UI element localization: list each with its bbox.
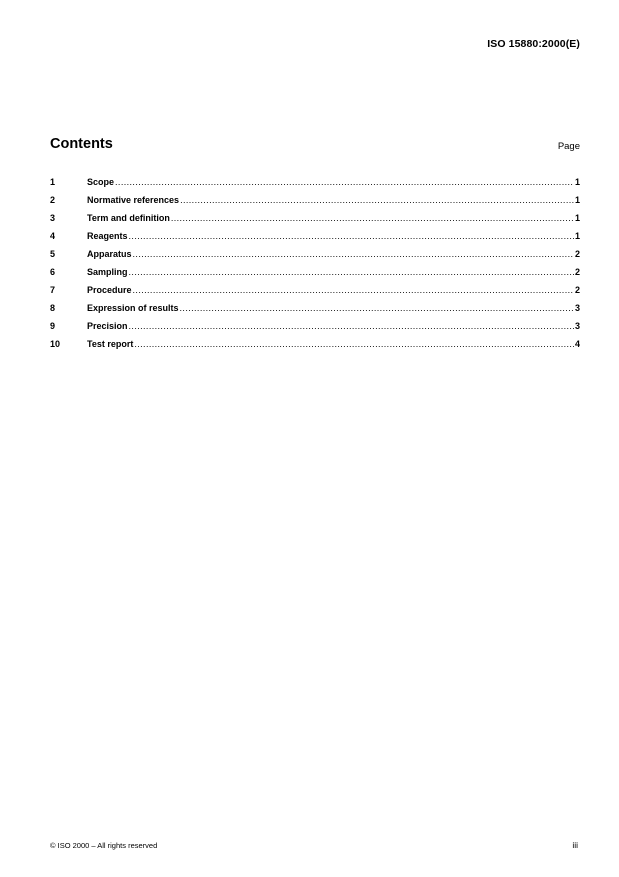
toc-entry-page: 3 [574,321,580,331]
toc-entry[interactable] [50,248,580,266]
toc-entry-page: 3 [574,303,580,313]
toc-entry[interactable] [50,338,580,356]
toc-entry-page: 1 [574,195,580,205]
toc-entry-number: 6 [50,267,56,277]
toc-entry-page: 2 [574,267,580,277]
toc-entry-number: 2 [50,195,56,205]
page-number: iii [572,840,578,850]
toc-entry-number: 7 [50,285,56,295]
toc-leader-dots [133,284,574,296]
toc-entry-number: 4 [50,231,56,241]
toc-entry-number: 5 [50,249,56,259]
toc-entry-number: 3 [50,213,56,223]
table-of-contents [50,176,580,356]
toc-entry-page: 1 [574,213,580,223]
toc-entry[interactable] [50,266,580,284]
toc-entry-title[interactable]: Test report [87,339,134,349]
toc-entry-title[interactable]: Scope [87,177,115,187]
toc-entry[interactable] [50,176,580,194]
toc-entry-title[interactable]: Precision [87,321,128,331]
toc-entry[interactable] [50,194,580,212]
toc-entry-title[interactable]: Normative references [87,195,180,205]
toc-entry-number: 1 [50,177,56,187]
toc-entry-title[interactable]: Reagents [87,231,128,241]
toc-leader-dots [134,338,574,350]
toc-leader-dots [115,176,574,188]
page-column-label: Page [557,141,580,152]
copyright-notice: © ISO 2000 – All rights reserved [50,841,158,850]
toc-entry-number: 8 [50,303,56,313]
toc-entry-title[interactable]: Procedure [87,285,132,295]
contents-header [50,136,580,156]
toc-leader-dots [129,230,574,242]
toc-entry-title[interactable]: Sampling [87,267,128,277]
toc-entry-page: 2 [574,249,580,259]
contents-title: Contents [50,136,113,152]
toc-leader-dots [180,302,574,314]
toc-entry-page: 2 [574,285,580,295]
toc-entry[interactable] [50,302,580,320]
toc-entry[interactable] [50,230,580,248]
toc-leader-dots [171,212,574,224]
toc-entry-title[interactable]: Expression of results [87,303,179,313]
toc-leader-dots [180,194,574,206]
toc-entry-title[interactable]: Apparatus [87,249,132,259]
toc-leader-dots [133,248,574,260]
toc-entry-page: 1 [574,177,580,187]
toc-entry[interactable] [50,212,580,230]
toc-entry-number: 9 [50,321,56,331]
toc-leader-dots [129,320,574,332]
toc-entry-title[interactable]: Term and definition [87,213,170,223]
toc-entry[interactable] [50,320,580,338]
toc-entry[interactable] [50,284,580,302]
document-id: ISO 15880:2000(E) [487,38,580,50]
toc-entry-page: 1 [574,231,580,241]
toc-entry-page: 4 [574,339,580,349]
toc-entry-number: 10 [50,339,61,349]
toc-leader-dots [129,266,574,278]
